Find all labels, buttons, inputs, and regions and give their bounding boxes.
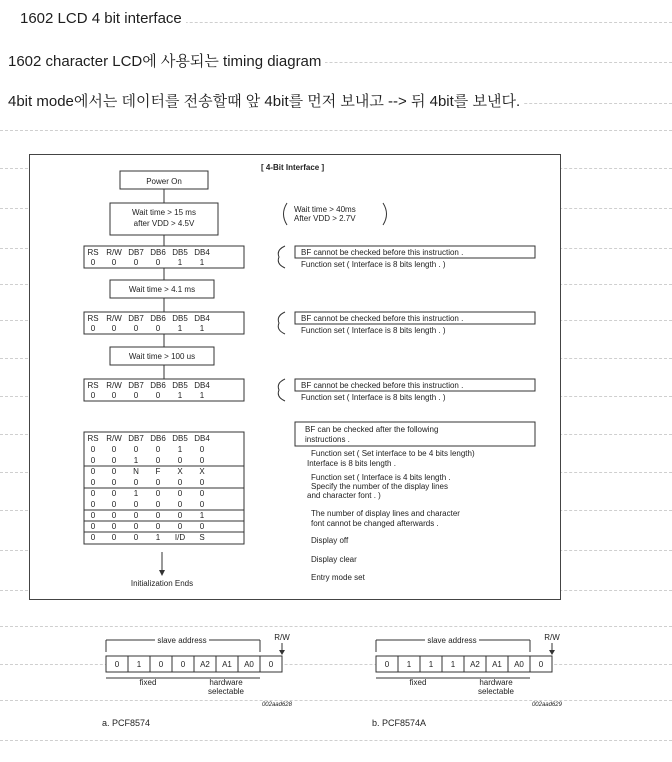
svg-text:0: 0 [111,324,117,333]
desc-2-line2: Specify the number of the display lines [311,482,448,491]
svg-text:1: 1 [177,258,183,267]
bf-note-2: BF cannot be checked before this instruction . [301,314,464,323]
desc-display-clear: Display clear [311,555,357,564]
vdd-2v7-note: After VDD > 2.7V [294,214,356,223]
address-bit: 1 [136,660,142,669]
table-cell: 0 [90,478,96,487]
pcf8574a-address [372,633,563,728]
svg-text:DB7: DB7 [128,314,144,323]
rw-label: R/W [544,633,560,642]
table-cell: 0 [90,533,96,542]
svg-text:1: 1 [177,324,183,333]
address-bit: 0 [180,660,186,669]
address-bit: 0 [268,660,274,669]
desc-3-line2: font cannot be changed afterwards . [311,519,439,528]
svg-text:DB7: DB7 [128,248,144,257]
table-cell: 1 [133,489,139,498]
rw-label: R/W [274,633,290,642]
address-bit: A0 [514,660,524,669]
svg-text:1: 1 [199,324,205,333]
table-cell: 0 [133,511,139,520]
table-cell: 0 [111,500,117,509]
svg-text:0: 0 [90,391,96,400]
wait-15ms-vdd: after VDD > 4.5V [133,219,195,228]
table-cell: 0 [133,478,139,487]
svg-text:DB5: DB5 [172,248,188,257]
svg-text:0: 0 [111,258,117,267]
table-cell: 0 [90,489,96,498]
svg-text:DB4: DB4 [194,314,210,323]
table-cell: 0 [155,500,161,509]
table-cell: F [155,467,161,476]
desc-1-line2: Interface is 8 bits length . [307,459,396,468]
table-cell: 0 [199,445,205,454]
fs-note-1: Function set ( Interface is 8 bits length . ) [301,260,446,269]
table-cell: 0 [199,478,205,487]
init-flowchart-figure [29,154,561,600]
table-header-cell: DB4 [194,434,210,443]
address-bit: 0 [538,660,544,669]
bf-note-3: BF cannot be checked before this instruction . [301,381,464,390]
table-header-cell: RS [87,434,99,443]
table-cell: 1 [155,533,161,542]
svg-text:DB4: DB4 [194,381,210,390]
address-bit: 0 [158,660,164,669]
address-bit: 1 [450,660,456,669]
table-cell: 0 [155,522,161,531]
svg-text:RS: RS [87,248,99,257]
post-description: 4bit mode에서는 데이터를 전송할때 앞 4bit를 먼저 보내고 --> 뒤 4bit를 보낸다. [0,90,524,111]
table-cell: 0 [90,456,96,465]
address-bit: A1 [492,660,502,669]
power-on-label: Power On [146,177,182,186]
table-cell: 0 [155,478,161,487]
desc-2-line1: Function set ( Interface is 4 bits length . [311,473,451,482]
table-cell: X [199,467,205,476]
table-cell: 0 [177,478,183,487]
svg-text:DB6: DB6 [150,381,166,390]
desc-2-line3: and character font . ) [307,491,381,500]
table-cell: 0 [111,456,117,465]
post-subtitle: 1602 character LCD에 사용되는 timing diagram [0,50,325,71]
svg-text:DB6: DB6 [150,248,166,257]
table-header-cell: DB7 [128,434,144,443]
table-cell: 0 [133,533,139,542]
table-cell: 0 [155,456,161,465]
fixed-label: fixed [409,678,427,687]
table-cell: 0 [111,533,117,542]
table-cell: 0 [177,456,183,465]
svg-text:RS: RS [87,381,99,390]
svg-text:1: 1 [199,391,205,400]
divider [0,740,672,741]
pcf8574-address [102,633,293,728]
table-cell: 0 [177,511,183,520]
wait-15ms-text: Wait time > 15 ms [132,208,196,217]
i2c-address-figure [98,630,572,730]
address-bit: A2 [200,660,210,669]
table-cell: X [177,467,183,476]
table-cell: I/D [174,533,186,542]
table-cell: 0 [155,445,161,454]
address-bit: A2 [470,660,480,669]
hardware-label: hardware [209,678,243,687]
table-cell: 0 [199,489,205,498]
selectable-label: selectable [477,687,515,696]
table-cell: 0 [155,489,161,498]
table-cell: 0 [155,511,161,520]
svg-text:R/W: R/W [106,248,122,257]
table-cell: 0 [90,511,96,520]
address-bit: A1 [222,660,232,669]
table-cell: 0 [90,522,96,531]
desc-entry-mode: Entry mode set [311,573,365,582]
table-cell: N [133,467,139,476]
table-cell: 0 [199,522,205,531]
table-cell: 0 [133,445,139,454]
svg-text:1: 1 [199,258,205,267]
arrow-down-icon [279,650,285,655]
hardware-label: hardware [479,678,513,687]
fs-note-2: Function set ( Interface is 8 bits length . ) [301,326,446,335]
svg-text:DB7: DB7 [128,381,144,390]
fixed-label: fixed [139,678,157,687]
table-cell: 0 [111,445,117,454]
figure-title: [ 4-Bit Interface ] [261,163,325,172]
svg-text:0: 0 [90,324,96,333]
svg-text:0: 0 [133,391,139,400]
table-header-cell: DB6 [150,434,166,443]
address-bit: 0 [114,660,120,669]
table-cell: 0 [177,500,183,509]
table-cell: 0 [133,500,139,509]
figure-code: 002aad629 [531,702,562,708]
bf-note-1: BF cannot be checked before this instruction . [301,248,464,257]
table-cell: 1 [177,445,183,454]
svg-text:0: 0 [155,324,161,333]
bf-can-line2: instructions . [305,435,350,444]
table-header-cell: DB5 [172,434,188,443]
svg-text:1: 1 [177,391,183,400]
table-cell: 0 [90,445,96,454]
address-caption: a. PCF8574 [102,718,151,728]
wait-4ms-text: Wait time > 4.1 ms [128,285,196,294]
table-header-cell: R/W [106,434,122,443]
table-cell: 0 [111,511,117,520]
fs-note-3: Function set ( Interface is 8 bits length . ) [301,393,446,402]
bf-can-line1: BF can be checked after the following [305,425,439,434]
table-cell: 0 [133,522,139,531]
table-cell: 0 [111,478,117,487]
table-cell: 1 [133,456,139,465]
svg-text:0: 0 [155,258,161,267]
wait-100us-text: Wait time > 100 us [128,352,196,361]
slave-address-label: slave address [427,636,477,645]
svg-text:R/W: R/W [106,381,122,390]
figure-code: 002aad628 [261,702,292,708]
svg-text:RS: RS [87,314,99,323]
desc-display-off: Display off [311,536,349,545]
divider [0,130,672,131]
svg-text:0: 0 [133,258,139,267]
svg-text:0: 0 [155,391,161,400]
table-cell: 0 [111,467,117,476]
svg-text:0: 0 [90,258,96,267]
init-ends-label: Initialization Ends [130,579,194,588]
svg-text:0: 0 [111,391,117,400]
address-bit: A0 [244,660,254,669]
arrow-down-icon [549,650,555,655]
table-cell: 0 [90,467,96,476]
table-cell: 0 [111,489,117,498]
desc-1-line1: Function set ( Set interface to be 4 bits length) [311,449,475,458]
table-cell: S [199,533,205,542]
selectable-label: selectable [207,687,245,696]
svg-text:0: 0 [133,324,139,333]
table-cell: 0 [199,500,205,509]
svg-text:DB4: DB4 [194,248,210,257]
table-cell: 0 [111,522,117,531]
address-bit: 1 [406,660,412,669]
address-caption: b. PCF8574A [372,718,427,728]
svg-text:DB5: DB5 [172,381,188,390]
svg-text:DB5: DB5 [172,314,188,323]
table-cell: 0 [177,489,183,498]
desc-3-line1: The number of display lines and character [311,509,460,518]
address-bit: 1 [428,660,434,669]
address-bit: 0 [384,660,390,669]
table-cell: 0 [199,456,205,465]
table-cell: 0 [90,500,96,509]
divider [0,626,672,627]
post-title: 1602 LCD 4 bit interface [0,10,186,27]
table-cell: 0 [177,522,183,531]
svg-text:DB6: DB6 [150,314,166,323]
table-cell: 1 [199,511,205,520]
slave-address-label: slave address [157,636,207,645]
svg-text:R/W: R/W [106,314,122,323]
wait-40ms-note: Wait time > 40ms [294,205,356,214]
